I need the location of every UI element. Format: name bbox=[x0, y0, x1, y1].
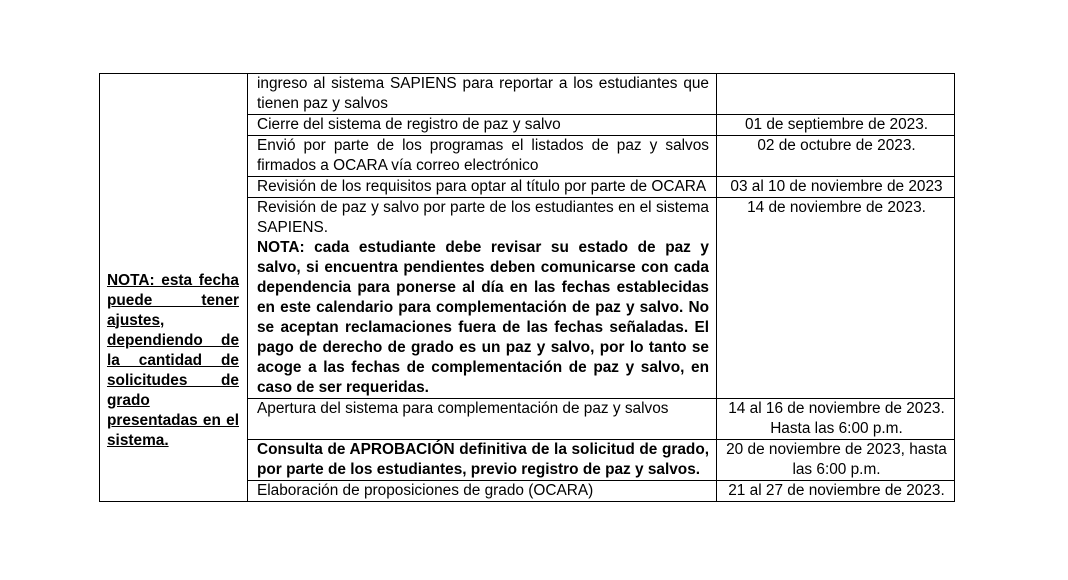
activity-cell: ingreso al sistema SAPIENS para reportar a los estudiantes que tienen paz y salvos bbox=[248, 74, 717, 115]
date-cell: 14 al 16 de noviembre de 2023. Hasta las 6:00 p.m. bbox=[717, 399, 955, 440]
graduation-calendar-table bbox=[99, 73, 955, 502]
date-cell: 02 de octubre de 2023. bbox=[717, 136, 955, 177]
table-row bbox=[100, 74, 955, 115]
activity-cell: Cierre del sistema de registro de paz y salvo bbox=[248, 115, 717, 136]
date-cell bbox=[717, 74, 955, 115]
note-cell bbox=[100, 74, 248, 502]
activity-cell: Revisión de los requisitos para optar al título por parte de OCARA bbox=[248, 177, 717, 198]
activity-cell: Apertura del sistema para complementación de paz y salvos bbox=[248, 399, 717, 440]
activity-text-post: definitiva de la solicitud de grado, por parte de los estudiantes, previo registro de paz y salvos. bbox=[257, 441, 710, 478]
activity-cell bbox=[248, 198, 717, 399]
date-cell: 01 de septiembre de 2023. bbox=[717, 115, 955, 136]
activity-text-pre: Consulta de bbox=[257, 441, 350, 458]
activity-cell bbox=[248, 440, 717, 481]
activity-note: NOTA: cada estudiante debe revisar su estado de paz y salvo, si encuentra pendientes deben comunicarse con cada dependencia para ponerse al día en las fechas establecidas en este calendario para complementación de paz y salvo. No se aceptan reclamaciones fuera de las fechas señaladas. El pago de derecho de grado es un paz y salvo, por lo tanto se acoge a las fechas de complementación de paz y salvo, en caso de ser requeridas. bbox=[257, 239, 709, 396]
activity-text: Revisión de paz y salvo por parte de los estudiantes en el sistema SAPIENS. bbox=[257, 199, 709, 236]
date-cell: 14 de noviembre de 2023. bbox=[717, 198, 955, 399]
date-cell: 20 de noviembre de 2023, hasta las 6:00 p.m. bbox=[717, 440, 955, 481]
date-cell: 03 al 10 de noviembre de 2023 bbox=[717, 177, 955, 198]
activity-cell: Elaboración de proposiciones de grado (OCARA) bbox=[248, 481, 717, 502]
activity-text-strong: APROBACIÓN bbox=[349, 441, 455, 458]
date-cell: 21 al 27 de noviembre de 2023. bbox=[717, 481, 955, 502]
note-text: NOTA: esta fecha puede tener ajustes, dependiendo de la cantidad de solicitudes de grado presentadas en el sistema. bbox=[107, 271, 239, 449]
activity-cell: Envió por parte de los programas el listados de paz y salvos firmados a OCARA vía correo electrónico bbox=[248, 136, 717, 177]
